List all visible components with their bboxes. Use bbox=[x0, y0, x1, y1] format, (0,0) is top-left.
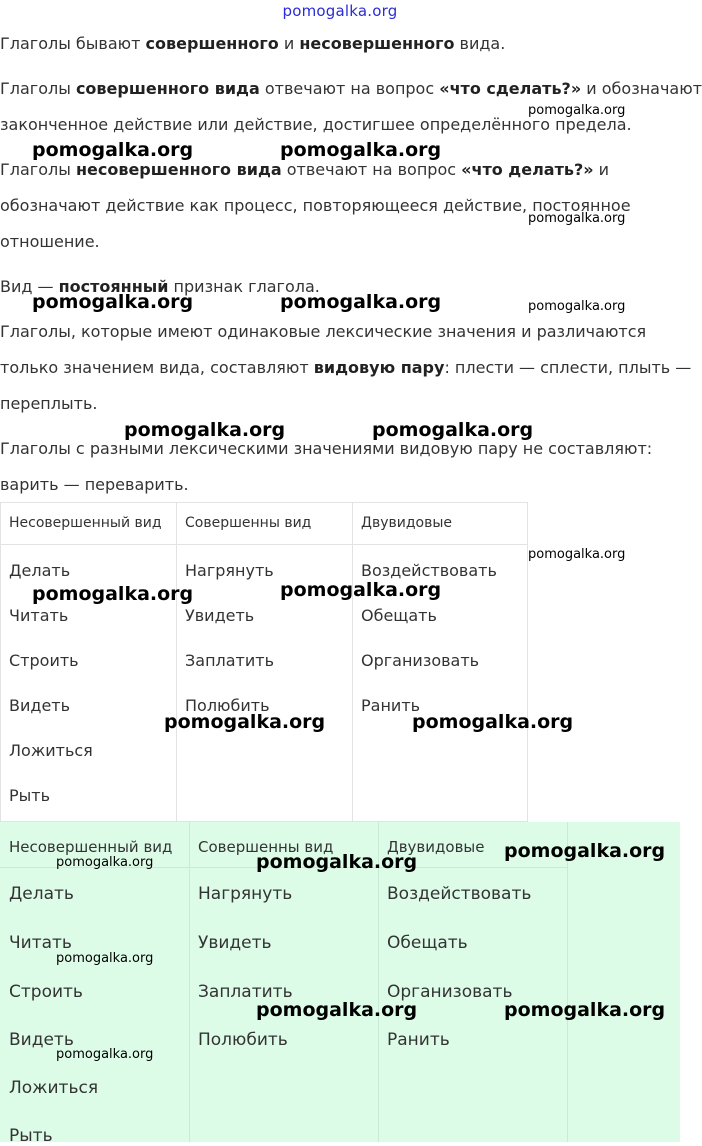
bold-term: «что делать?» bbox=[461, 160, 594, 179]
table-cell: Обещать bbox=[387, 933, 468, 953]
text-run: отвечают на вопрос bbox=[281, 160, 462, 179]
text-run: вида. bbox=[454, 34, 506, 53]
table-cell: Увидеть bbox=[198, 933, 272, 953]
text-run: переплыть. bbox=[0, 394, 98, 413]
text-run: и bbox=[593, 160, 610, 179]
text-run: варить — переварить. bbox=[0, 475, 189, 494]
table-cell: Полюбить bbox=[198, 1030, 288, 1050]
bold-term: несовершенного вида bbox=[75, 160, 282, 179]
text-run: Глаголы bbox=[0, 160, 76, 179]
table-cell: Ранить bbox=[361, 696, 421, 715]
paragraph-perfective-line2 bbox=[0, 116, 680, 134]
paragraph-aspect-pair-line2 bbox=[0, 358, 692, 377]
table-cell: Делать bbox=[9, 561, 71, 580]
watermark: pomogalka.org bbox=[56, 855, 154, 870]
paragraph-constant-feature bbox=[0, 278, 680, 296]
paragraph-aspect-intro bbox=[0, 35, 680, 53]
table-cell: Нагрянуть bbox=[198, 884, 293, 904]
paragraph-imperfective-line2 bbox=[0, 197, 680, 215]
watermark: pomogalka.org bbox=[528, 547, 626, 562]
table-column-divider bbox=[378, 822, 379, 1142]
table-cell: Читать bbox=[9, 933, 72, 953]
watermark: pomogalka.org bbox=[528, 211, 626, 226]
table-cell: Видеть bbox=[9, 1030, 74, 1050]
aspect-table-highlighted bbox=[0, 822, 680, 1146]
table-cell: Увидеть bbox=[185, 606, 255, 625]
paragraph-aspect-pair-line1 bbox=[0, 323, 680, 341]
text-run: и обозначают bbox=[581, 79, 702, 98]
table-header-cell: Двувидовые bbox=[361, 515, 452, 531]
paragraph-imperfective-line1 bbox=[0, 161, 680, 179]
watermark: pomogalka.org bbox=[124, 419, 286, 441]
bold-term: видовую пару bbox=[313, 358, 445, 377]
table-cell: Строить bbox=[9, 982, 83, 1002]
text-run: : плести — сплести, плыть — bbox=[444, 358, 692, 377]
table-cell: Рыть bbox=[9, 786, 51, 805]
table-cell: Обещать bbox=[361, 606, 437, 625]
watermark: pomogalka.org bbox=[280, 291, 442, 313]
table-cell: Заплатить bbox=[198, 982, 293, 1002]
table-cell: Заплатить bbox=[185, 651, 275, 670]
watermark: pomogalka.org bbox=[280, 579, 442, 601]
bold-term: несовершенного bbox=[299, 34, 455, 53]
watermark: pomogalka.org bbox=[504, 840, 666, 862]
text-run: отвечают на вопрос bbox=[259, 79, 440, 98]
table-column-divider bbox=[567, 822, 568, 1142]
paragraph-aspect-pair-line3 bbox=[0, 395, 680, 413]
bold-term: «что сделать?» bbox=[439, 79, 582, 98]
bold-term: совершенного bbox=[145, 34, 279, 53]
text-run: Глаголы bbox=[0, 79, 76, 98]
watermark: pomogalka.org bbox=[256, 851, 418, 873]
bold-term: совершенного вида bbox=[75, 79, 260, 98]
table-cell: Организовать bbox=[361, 651, 480, 670]
watermark: pomogalka.org bbox=[56, 951, 154, 966]
watermark: pomogalka.org bbox=[32, 291, 194, 313]
table-cell: Строить bbox=[9, 651, 79, 670]
table-cell: Организовать bbox=[387, 982, 513, 1002]
paragraph-imperfective-line3 bbox=[0, 233, 680, 251]
watermark: pomogalka.org bbox=[256, 999, 418, 1021]
watermark: pomogalka.org bbox=[504, 999, 666, 1021]
text-run: Глаголы бывают bbox=[0, 34, 146, 53]
text-run: Глаголы с разными лексическими значениями видовую пару не составляют: bbox=[0, 439, 653, 458]
text-run: Глаголы, которые имеют одинаковые лексические значения и различаются bbox=[0, 322, 647, 341]
bold-term: постоянный bbox=[58, 277, 169, 296]
table-cell: Видеть bbox=[9, 696, 71, 715]
text-run: отношение. bbox=[0, 232, 100, 251]
table-cell: Ложиться bbox=[9, 1078, 99, 1098]
watermark: pomogalka.org bbox=[528, 299, 626, 314]
table-header-cell: Совершенны вид bbox=[185, 515, 312, 531]
table-header-cell: Несовершенный вид bbox=[9, 515, 162, 531]
watermark: pomogalka.org bbox=[280, 139, 442, 161]
table-cell: Рыть bbox=[9, 1126, 53, 1146]
table-header-cell: Несовершенный вид bbox=[9, 838, 173, 856]
watermark: pomogalka.org bbox=[164, 711, 326, 733]
text-run: обозначают действие как процесс, повторяющееся действие, постоянное bbox=[0, 196, 631, 215]
table-header-cell: Двувидовые bbox=[387, 838, 485, 856]
table-cell: Делать bbox=[9, 884, 74, 904]
aspect-table bbox=[0, 502, 528, 822]
table-column-divider bbox=[189, 822, 190, 1142]
watermark: pomogalka.org bbox=[528, 103, 626, 118]
site-header-link[interactable]: pomogalka.org bbox=[282, 2, 398, 20]
text-run: только значением вида, составляют bbox=[0, 358, 314, 377]
table-cell: Ранить bbox=[387, 1030, 450, 1050]
table-header-cell: Совершенны вид bbox=[198, 838, 334, 856]
paragraph-no-pair-line1 bbox=[0, 440, 680, 458]
paragraph-perfective-line1 bbox=[0, 79, 702, 98]
table-cell: Ложиться bbox=[9, 741, 93, 760]
table-cell: Читать bbox=[9, 606, 69, 625]
watermark: pomogalka.org bbox=[372, 419, 534, 441]
watermark: pomogalka.org bbox=[32, 583, 194, 605]
watermark: pomogalka.org bbox=[412, 711, 574, 733]
table-cell: Воздействовать bbox=[361, 561, 497, 580]
text-run: законченное действие или действие, достигшее определённого предела. bbox=[0, 115, 632, 134]
table-header-divider bbox=[0, 867, 568, 868]
watermark: pomogalka.org bbox=[56, 1047, 154, 1062]
watermark: pomogalka.org bbox=[32, 139, 194, 161]
table-cell: Нагрянуть bbox=[185, 561, 274, 580]
paragraph-no-pair-line2 bbox=[0, 476, 680, 494]
table-cell: Полюбить bbox=[185, 696, 270, 715]
text-run: Вид — bbox=[0, 277, 59, 296]
text-run: и bbox=[278, 34, 300, 53]
table-cell: Воздействовать bbox=[387, 884, 532, 904]
text-run: признак глагола. bbox=[168, 277, 320, 296]
